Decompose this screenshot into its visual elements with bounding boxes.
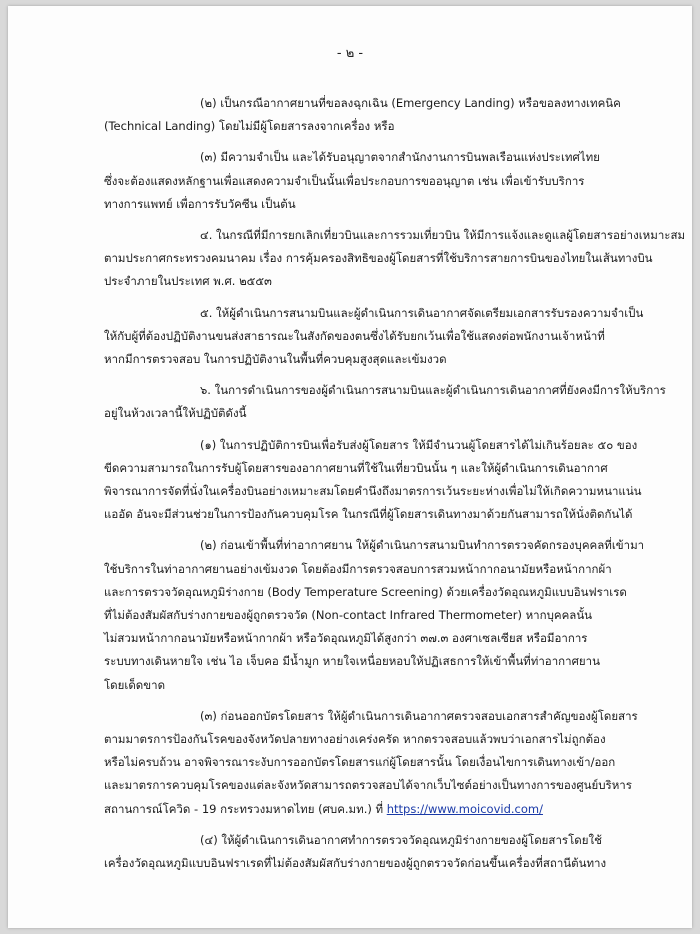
text-line: แออัด อันจะมีส่วนช่วยในการป้องกันควบคุมโรค ในกรณีที่ผู้โดยสารเดินทางมาด้วยกันสามารถให้นั่งติดกันได้ [104,507,633,522]
text-line: ให้กับผู้ที่ต้องปฏิบัติงานขนส่งสาธารณะในสังกัดของตนซึ่งได้รับยกเว้นเพื่อใช้แสดงต่อพนักงานเจ้าหน้าที่ [104,328,605,343]
text-line: ตามมาตรการป้องกันโรคของจังหวัดปลายทางอย่างเคร่งครัด หากตรวจสอบแล้วพบว่าเอกสารไม่ถูกต้อง [104,732,606,747]
text-line: และมาตรการควบคุมโรคของแต่ละจังหวัดสามารถตรวจสอบได้จากเว็บไซต์อย่างเป็นทางการของศูนย์บริหาร [104,778,632,793]
document-body [104,92,686,883]
text-line: (๔) ให้ผู้ดำเนินการเดินอากาศทำการตรวจวัดอุณหภูมิร่างกายของผู้โดยสารโดยใช้ [200,832,602,847]
text-line: และการตรวจวัดอุณหภูมิร่างกาย (Body Temperature Screening) ด้วยเครื่องวัดอุณหภูมิแบบอินฟราเรด [104,584,627,599]
text-line: พิจารณาการจัดที่นั่งในเครื่องบินอย่างเหมาะสมโดยคำนึงถึงมาตรการเว้นระยะห่างเพื่อไม่ให้เกิดความหนาแน่น [104,484,642,499]
text-line: (Technical Landing) โดยไม่มีผู้โดยสารลงจากเครื่อง หรือ [104,119,395,134]
text-line: (๓) ก่อนออกบัตรโดยสาร ให้ผู้ดำเนินการเดินอากาศตรวจสอบเอกสารสำคัญของผู้โดยสาร [200,708,638,723]
text-line: (๓) มีความจำเป็น และได้รับอนุญาตจากสำนักงานการบินพลเรือนแห่งประเทศไทย [200,150,600,165]
text-line: ใช้บริการในท่าอากาศยานอย่างเข้มงวด โดยต้องมีการตรวจสอบการสวมหน้ากากอนามัยหรือหน้ากากผ้า [104,561,612,576]
text-line: อยู่ในห้วงเวลานี้ให้ปฏิบัติดังนี้ [104,406,247,421]
paragraph-passenger-capacity [104,434,642,527]
text-line: ขีดความสามารถในการรับผู้โดยสารของอากาศยานที่ใช้ในเที่ยวบินนั้น ๆ และให้ผู้ดำเนินการเดินอากาศ [104,460,608,475]
text-line: ซึ่งจะต้องแสดงหลักฐานเพื่อแสดงความจำเป็นนั้นเพื่อประกอบการขออนุญาต เช่น เพื่อเข้ารับบริการ [104,173,585,188]
text-line: ไม่สวมหน้ากากอนามัยหรือหน้ากากผ้า หรือวัดอุณหภูมิได้สูงกว่า ๓๗.๓ องศาเซลเซียส หรือมีอาการ [104,631,588,646]
page-number-header: - ๒ - [336,46,364,61]
text-line: หรือไม่ครบถ้วน อาจพิจารณาระงับการออกบัตรโดยสารแก่ผู้โดยสารนั้น โดยเงื่อนไขการเดินทางเข้า/ออก [104,755,616,770]
paragraph-emergency-landing [104,92,624,138]
text-line: ๖. ในการดำเนินการของผู้ดำเนินการสนามบินและผู้ดำเนินการเดินอากาศที่ยังคงมีการให้บริการ [200,383,666,398]
text-line: ทางการแพทย์ เพื่อการรับวัคซีน เป็นต้น [104,196,296,211]
paragraph-airport-screening [104,534,645,696]
text-line: ตามประกาศกระทรวงคมนาคม เรื่อง การคุ้มครองสิทธิของผู้โดยสารที่ใช้บริการสายการบินของไทยในเส้นทางบิน [104,251,653,266]
text-line: ๔. ในกรณีที่มีการยกเลิกเที่ยวบินและการรวมเที่ยวบิน ให้มีการแจ้งและดูแลผู้โดยสารอย่างเหมาะสม [200,228,686,243]
paragraph-flight-cancellation [104,224,686,294]
text-line: (๒) เป็นกรณีอากาศยานที่ขอลงฉุกเฉิน (Emergency Landing) หรือขอลงทางเทคนิค [200,96,621,110]
text-line: หากมีการตรวจสอบ ในการปฏิบัติงานในพื้นที่ควบคุมสูงสุดและเข้มงวด [104,352,447,367]
text-line [104,798,624,821]
text-line: เครื่องวัดอุณหภูมิแบบอินฟราเรดที่ไม่ต้องสัมผัสกับร่างกายของผู้ถูกตรวจวัดก่อนขึ้นเครื่องที่สถานีต้นทาง [104,856,607,871]
text-line: โดยเด็ดขาด [104,677,166,692]
paragraph-necessity-permission [104,146,624,216]
text-line: ประจำภายในประเทศ พ.ศ. ๒๕๕๓ [104,274,272,289]
text-line: (๑) ในการปฏิบัติการบินเพื่อรับส่งผู้โดยสาร ให้มีจำนวนผู้โดยสารได้ไม่เกินร้อยละ ๕๐ ของ [200,437,638,452]
moicovid-link[interactable]: https://www.moicovid.com/ [386,801,543,816]
text-line-prefix: สถานการณ์โควิด - 19 กระทรวงมหาดไทย (ศบค.มท.) ที่ [104,801,387,816]
paragraph-ticket-document-check [104,705,638,821]
document-page [8,6,692,928]
text-line: ๕. ให้ผู้ดำเนินการสนามบินและผู้ดำเนินการเดินอากาศจัดเตรียมเอกสารรับรองความจำเป็น [200,305,644,320]
paragraph-certification-documents [104,302,644,372]
paragraph-temperature-check [104,829,624,875]
text-line: ระบบทางเดินหายใจ เช่น ไอ เจ็บคอ มีน้ำมูก หายใจเหนื่อยหอบให้ปฏิเสธการให้เข้าพื้นที่ท่าอากาศยาน [104,654,600,669]
text-line: ที่ไม่ต้องสัมผัสกับร่างกายของผู้ถูกตรวจวัด (Non-contact Infrared Thermometer) หากบุคคลนั้น [104,608,593,623]
text-line: (๒) ก่อนเข้าพื้นที่ท่าอากาศยาน ให้ผู้ดำเนินการสนามบินทำการตรวจคัดกรองบุคคลที่เข้ามา [200,538,645,553]
paragraph-operator-procedures [104,379,666,425]
